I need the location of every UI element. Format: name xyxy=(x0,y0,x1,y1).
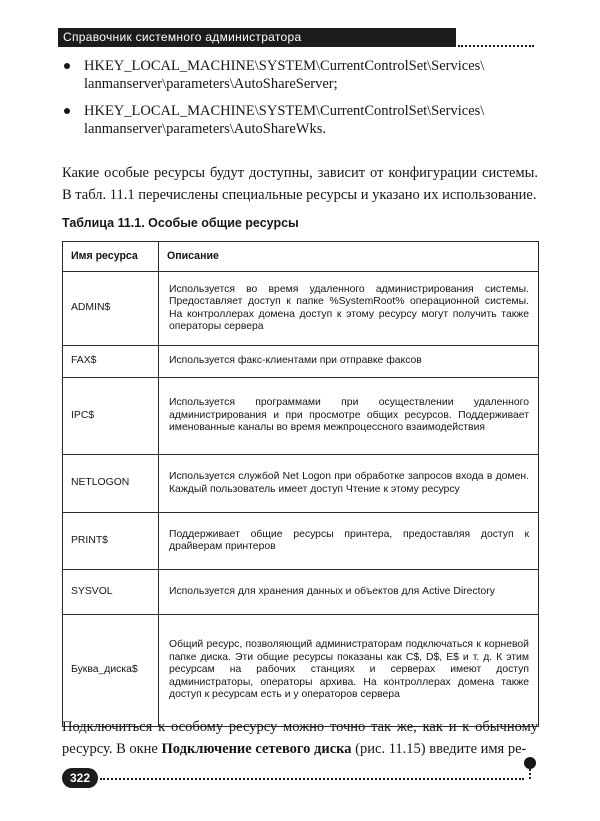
registry-key-text: HKEY_LOCAL_MACHINE\SYSTEM\CurrentControlSet\Services\ lanmanserver\parameters\AutoShareServer; xyxy=(84,58,485,92)
column-header-description: Описание xyxy=(159,242,539,272)
closing-paragraph xyxy=(62,716,538,760)
resource-description-cell: Используется программами при осуществлении удаленного администрирования и при просмотре общих ресурсов. Поддерживает именованные каналы во время межпроцессного взаимодействия xyxy=(159,378,539,455)
header-dotted-rule xyxy=(458,45,534,47)
resource-name-cell: FAX$ xyxy=(63,346,159,378)
registry-key-text: HKEY_LOCAL_MACHINE\SYSTEM\CurrentControlSet\Services\ lanmanserver\parameters\AutoShareWks. xyxy=(84,103,485,137)
page-number: 322 xyxy=(62,768,98,788)
resource-description-cell: Используется службой Net Logon при обработке запросов входа в домен. Каждый пользователь имеет доступ Чтение к этому ресурсу xyxy=(159,455,539,513)
resource-name-cell: NETLOGON xyxy=(63,455,159,513)
resource-description-cell: Используется во время удаленного администрирования системы. Предоставляет доступ к папке %SystemRoot% операционной системы. На контроллерах домена доступ к этому ресурсу могут получить также операторы сервера xyxy=(159,272,539,346)
list-item xyxy=(62,102,542,138)
table-row xyxy=(63,378,539,455)
list-item xyxy=(62,57,542,93)
intro-paragraph: Какие особые ресурсы будут доступны, зависит от конфигурации системы. В табл. 11.1 перечислены специальные ресурсы и указано их использование. xyxy=(62,165,538,203)
running-header-title: Справочник системного администратора xyxy=(63,30,302,44)
bullet-icon xyxy=(64,108,70,114)
resource-name-cell: SYSVOL xyxy=(63,570,159,615)
footer-dot-icon xyxy=(524,757,536,769)
resource-name-cell: IPC$ xyxy=(63,378,159,455)
closing-paragraph-tail: (рис. 11.15) введите имя ре- xyxy=(351,741,527,757)
resource-description-cell: Используется факс-клиентами при отправке факсов xyxy=(159,346,539,378)
table-row xyxy=(63,513,539,570)
table-header-row xyxy=(63,242,539,272)
table-row xyxy=(63,455,539,513)
column-header-name: Имя ресурса xyxy=(63,242,159,272)
resource-description-cell: Используется для хранения данных и объектов для Active Directory xyxy=(159,570,539,615)
special-shares-table xyxy=(62,241,539,727)
table-row xyxy=(63,615,539,727)
table-row xyxy=(63,346,539,378)
registry-key-list xyxy=(62,57,542,147)
dialog-name-reference: Подключение сетевого диска xyxy=(161,741,352,757)
resource-description-cell: Общий ресурс, позволяющий администраторам подключаться к корневой папке диска. Эти общие ресурсы показаны как C$, D$, E$ и т. д. К этим ресурсам на рабочих станциях и серверах имеют доступ администраторы, операторы архива. На контроллерах домена также доступ к ресурсам есть и у операторов сервера xyxy=(159,615,539,727)
bullet-icon xyxy=(64,63,70,69)
resource-name-cell: ADMIN$ xyxy=(63,272,159,346)
table-row xyxy=(63,272,539,346)
table-row xyxy=(63,570,539,615)
footer-dotted-stem xyxy=(529,769,531,779)
resource-name-cell: PRINT$ xyxy=(63,513,159,570)
running-header xyxy=(58,28,456,47)
footer-dotted-rule xyxy=(100,778,524,780)
table-caption: Таблица 11.1. Особые общие ресурсы xyxy=(62,216,299,230)
resource-description-cell: Поддерживает общие ресурсы принтера, предоставляя доступ к драйверам принтеров xyxy=(159,513,539,570)
resource-name-cell: Буква_диска$ xyxy=(63,615,159,727)
closing-paragraph-text: Подключиться к особому ресурсу можно точно так же, как и к обычному ресурсу. В окне xyxy=(62,719,538,757)
